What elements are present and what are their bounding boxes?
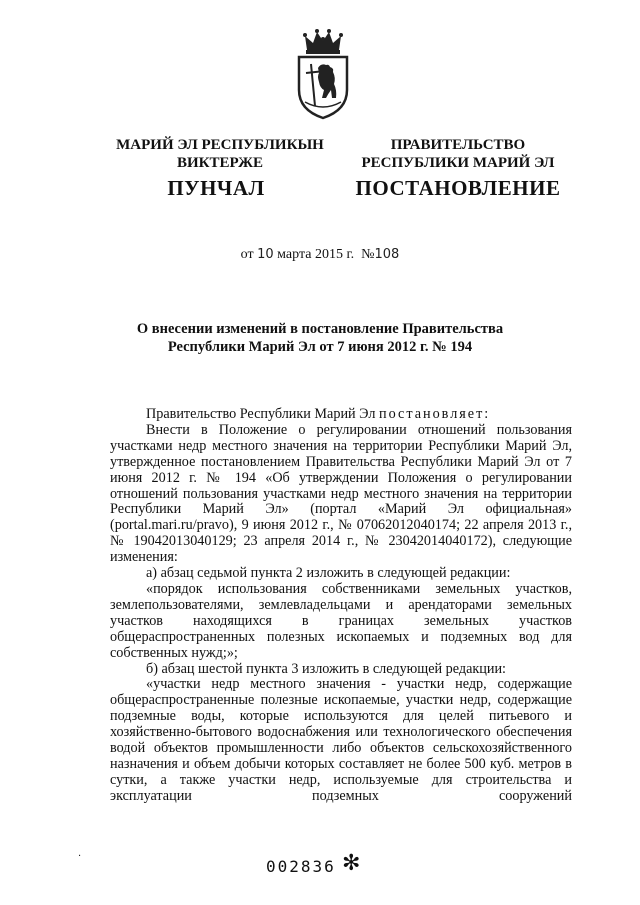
- date-day: 10: [257, 247, 274, 262]
- document-title: [110, 320, 530, 356]
- document-body: [110, 407, 572, 805]
- date-month-year: марта 2015 г.: [277, 247, 355, 262]
- paragraph-main: Внести в Положение о регулировании отношений пользования участками недр местного значения на территории Республики Марий Эл, утвержденное постановлением Правительства Республики Марий Эл от 7 июня 2012 г. № 194 «Об утверждении Положения о регулировании отношений пользования участками недр местного значения на территории Республики Марий Эл» (портал «Марий Эл официальная» (portal.mari.ru/pravo), 9 июня 2012 г., № 07062012040174; 22 апреля 2013 г., № 19042013040129; 23 апреля 2014 г., № 23042014040172), следующие изменения:: [110, 421, 572, 566]
- decree-intro: Правительство Республики Марий Эл: [146, 406, 376, 422]
- header-right-russian: [328, 136, 588, 172]
- header-left-line1: МАРИЙ ЭЛ РЕСПУБЛИКЫН: [116, 137, 324, 153]
- doc-type-mari: ПУНЧАЛ: [167, 176, 265, 200]
- decree-verb: постановляет:: [378, 406, 491, 422]
- star-mark-icon: ✻: [342, 851, 361, 876]
- decree-number: 108: [374, 247, 400, 262]
- quote-a: «порядок использования собственниками земельных участков, землепользователями, землевладельцами и арендаторами земельных участков находящихся в границах земельных участков общераспространенных полезных ископаемых и подземных вод для собственных нужд;»;: [110, 580, 572, 661]
- title-line1: О внесении изменений в постановление Правительства: [136, 321, 504, 337]
- date-line: [0, 247, 640, 263]
- quote-b: «участки недр местного значения - участки недр, содержащие общераспространенные полезные ископаемые, участки недр, содержащие подземные воды, которые используются для целей питьевого и хозяйственно-бытового водоснабжения или технологического обеспечения водой объектов промышленности либо объектов сельскохозяйственного назначения и объем добычи которых составляет не более 500 куб. метров в сутки, а также участки недр, используемые для строительства и эксплуатации подземных сооружений: [110, 676, 572, 804]
- item-b: б) абзац шестой пункта 3 изложить в следующей редакции:: [146, 660, 506, 677]
- doc-type-russian: ПОСТАНОВЛЕНИЕ: [355, 176, 561, 200]
- mari-el-coat-of-arms-icon: [293, 28, 353, 120]
- header-left-line2: ВИКТЕРЖЕ: [176, 155, 264, 171]
- serial-number-stamp: 002836: [266, 857, 336, 876]
- number-sign: №: [361, 247, 375, 262]
- margin-dot-mark: ·: [78, 851, 82, 862]
- header-right-line1: ПРАВИТЕЛЬСТВО: [390, 137, 526, 153]
- header-left-mari: [90, 136, 350, 172]
- date-prefix: от: [240, 247, 254, 262]
- title-line2: Республики Марий Эл от 7 июня 2012 г. № 194: [167, 339, 473, 355]
- coat-of-arms-emblem: [293, 28, 353, 120]
- decree-intro-paragraph: [110, 407, 572, 423]
- header-right-line2: РЕСПУБЛИКИ МАРИЙ ЭЛ: [361, 155, 555, 171]
- item-a: а) абзац седьмой пункта 2 изложить в следующей редакции:: [146, 565, 511, 582]
